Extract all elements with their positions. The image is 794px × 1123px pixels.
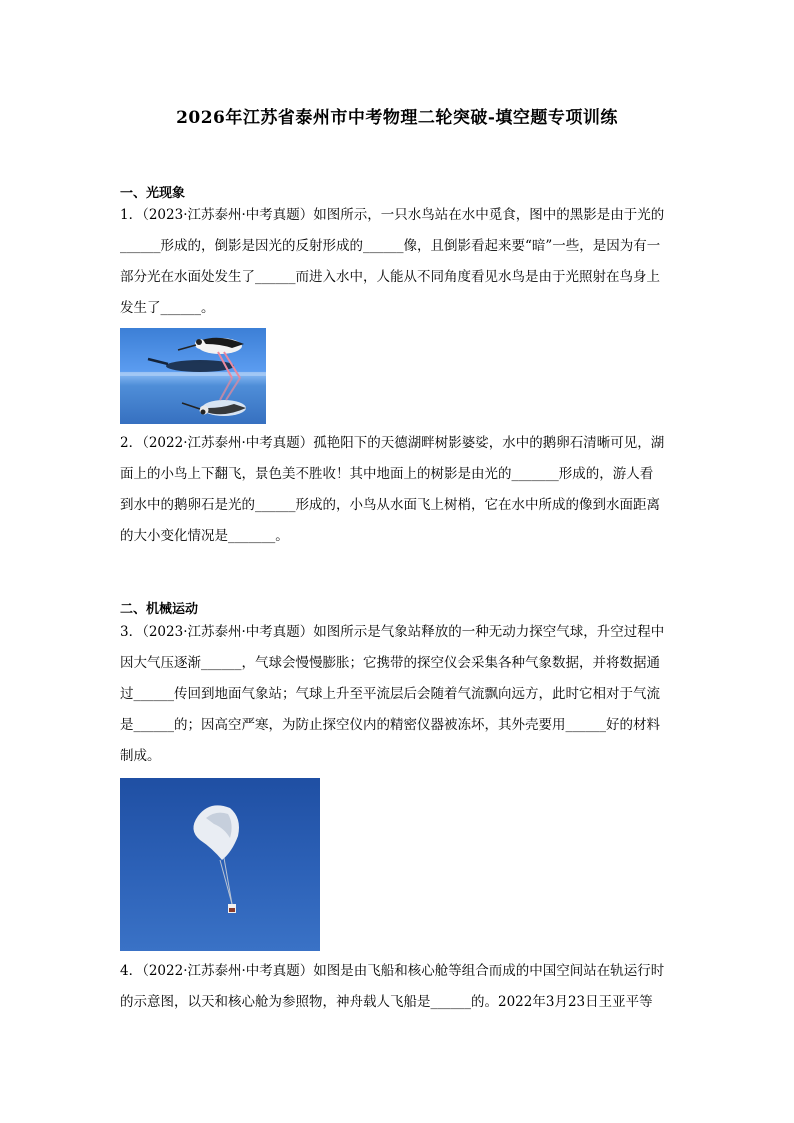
document-title: 2026年江苏省泰州市中考物理二轮突破-填空题专项训练 [176,108,618,128]
question-4-line: 4．（2022·江苏泰州·中考真题）如图是由飞船和核心舱等组合而成的中国空间站在轨运行时 [120,963,665,979]
question-4-line: 的示意图，以天和核心舱为参照物，神舟载人飞船是______的。2022年3月23日王亚平等 [120,994,653,1010]
wading-bird-illustration [120,328,266,424]
question-3-line: 是______的；因高空严寒，为防止探空仪内的精密仪器被冻坏，其外壳要用______好的材料 [120,717,660,733]
question-2-line: 到水中的鹅卵石是光的______形成的，小鸟从水面飞上树梢，它在水中所成的像到水面距离 [120,497,660,513]
question-2 [120,428,676,552]
weather-balloon-photo [120,778,320,951]
question-4 [120,956,676,1018]
section-heading-optics: 一、光现象 [120,186,186,201]
question-2-line: 2．（2022·江苏泰州·中考真题）孤艳阳下的天德湖畔树影婆娑，水中的鹅卵石清晰可见，湖 [120,435,665,451]
question-1-line: ______形成的，倒影是因光的反射形成的______像，且倒影看起来要“暗”一些，是因为有一 [120,238,661,254]
weather-balloon-illustration [120,778,320,951]
question-1-line: 发生了______。 [120,300,215,316]
question-3-line: 3．（2023·江苏泰州·中考真题）如图所示是气象站释放的一种无动力探空气球，升空过程中 [120,624,665,640]
question-3 [120,617,676,772]
question-1-line: 1．（2023·江苏泰州·中考真题）如图所示，一只水鸟站在水中觅食，图中的黑影是由于光的 [120,207,665,223]
question-3-line: 过______传回到地面气象站；气球上升至平流层后会随着气流飘向远方，此时它相对于气流 [120,686,660,702]
question-2-line: 的大小变化情况是_______。 [120,528,289,544]
question-3-line: 因大气压逐渐______，气球会慢慢膨胀；它携带的探空仪会采集各种气象数据，并将数据通 [120,655,660,671]
question-3-line: 制成。 [120,748,161,764]
question-2-line: 面上的小鸟上下翻飞，景色美不胜收！其中地面上的树影是由光的_______形成的，游人看 [120,466,654,482]
question-1 [120,200,676,324]
wading-bird-photo [120,328,266,424]
question-1-line: 部分光在水面处发生了______而进入水中，人能从不同角度看见水鸟是由于光照射在鸟身上 [120,269,660,285]
section-heading-mechanical-motion: 二、机械运动 [120,602,199,617]
